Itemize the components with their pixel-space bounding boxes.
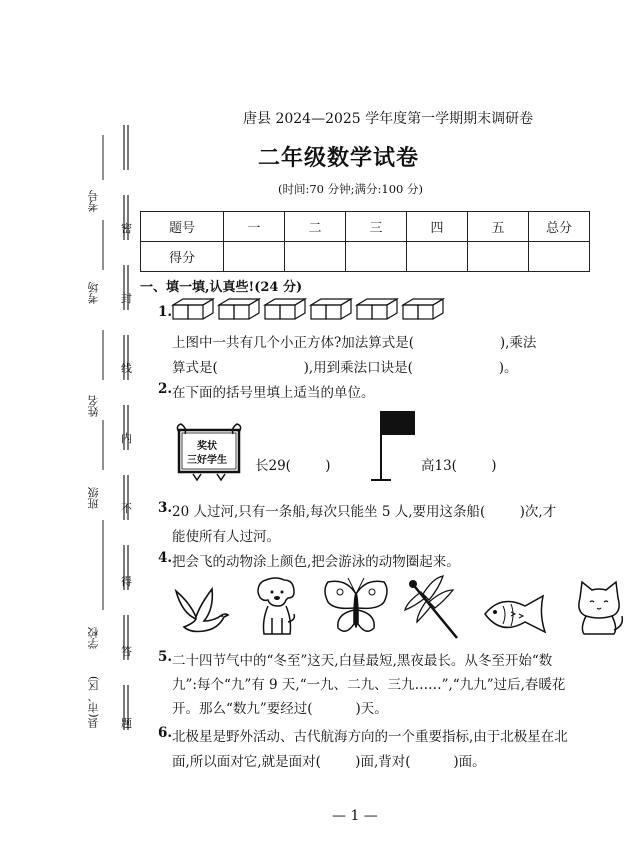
q6-number: 6. — [158, 725, 173, 741]
field-class: 班级 — [87, 487, 100, 509]
q5-number: 5. — [158, 649, 173, 665]
q1-line1: 上图中一共有几个小正方体?加法算式是( ),乘法 — [172, 335, 537, 351]
q4-number: 4. — [158, 550, 173, 566]
q1-number: 1. — [158, 304, 173, 320]
q3-line1: 20 人过河,只有一条船,每次只能坐 5 人,要用这条船( )次,才 — [172, 504, 557, 520]
q3-number: 3. — [158, 500, 173, 516]
flag-figure — [367, 407, 427, 485]
seal-char: 答 — [121, 645, 132, 658]
field-exam-room: 考场 — [87, 282, 100, 304]
certificate-figure — [173, 422, 245, 482]
cat-icon[interactable] — [572, 580, 625, 636]
score-cell[interactable] — [407, 242, 468, 272]
score-header: 一 — [224, 212, 285, 242]
seal-char: 密 — [121, 222, 132, 235]
score-cell[interactable] — [468, 242, 529, 272]
q6-line2: 面,所以面对它,就是面对( )面,背对( )面。 — [172, 754, 486, 770]
score-table — [140, 211, 590, 272]
butterfly-icon[interactable] — [320, 576, 392, 642]
score-header: 三 — [346, 212, 407, 242]
score-header: 四 — [407, 212, 468, 242]
cube-groups-figure — [171, 297, 451, 323]
score-row-label: 得分 — [141, 242, 224, 272]
certificate-subtitle: 三好学生 — [187, 455, 227, 466]
q3-line2: 能使所有人过河。 — [172, 529, 280, 545]
seal-char: 题 — [121, 717, 132, 730]
seal-char: 封 — [121, 292, 132, 305]
paper-title: 二年级数学试卷 — [258, 145, 420, 171]
field-name: 姓名 — [87, 395, 100, 417]
exam-title: 唐县 2024—2025 学年度第一学期期末调研卷 — [243, 111, 534, 127]
q6-line1: 北极星是野外活动、古代航海方向的一个重要指标,由于北极星在北 — [172, 729, 568, 745]
q2-length: 长29( ) — [255, 458, 331, 474]
score-header: 五 — [468, 212, 529, 242]
q2-text: 在下面的括号里填上适当的单位。 — [172, 385, 375, 401]
q2-height: 高13( ) — [421, 458, 497, 474]
score-cell[interactable] — [529, 242, 590, 272]
q5-line1: 二十四节气中的“冬至”这天,白昼最短,黑夜最长。从冬至开始“数 — [172, 653, 553, 669]
q1-line2: 算式是( ),用到乘法口诀是( )。 — [172, 360, 518, 376]
score-cell[interactable] — [285, 242, 346, 272]
seal-char: 线 — [121, 362, 132, 375]
fish-icon[interactable] — [481, 592, 551, 640]
q4-text: 把会飞的动物涂上颜色,把会游泳的动物圈起来。 — [172, 554, 460, 570]
field-county: 县(市、区) — [87, 676, 100, 729]
certificate-title: 奖状 — [197, 441, 217, 452]
score-header: 二 — [285, 212, 346, 242]
time-info: (时间:70 分钟;满分:100 分) — [278, 182, 423, 196]
page-number: — 1 — — [332, 808, 378, 824]
dog-icon[interactable] — [250, 576, 300, 638]
q2-number: 2. — [158, 381, 173, 397]
seal-char: 得 — [121, 575, 132, 588]
seal-char: 不 — [121, 502, 132, 515]
field-school: 学校 — [87, 627, 100, 649]
section-heading: 一、填一填,认真些!(24 分) — [140, 280, 303, 295]
score-header: 总分 — [529, 212, 590, 242]
bird-icon[interactable] — [170, 583, 234, 643]
field-exam-number: 考号 — [87, 190, 100, 212]
dragonfly-icon[interactable] — [403, 576, 463, 642]
score-cell[interactable] — [224, 242, 285, 272]
score-cell[interactable] — [346, 242, 407, 272]
q5-line3: 开。那么“数九”要经过( )天。 — [172, 701, 388, 717]
q5-line2: 九”:每个“九”有 9 天,“一九、二九、三九……”,“九九”过后,春暖花 — [172, 677, 566, 693]
seal-char: 内 — [121, 432, 132, 445]
score-header: 题号 — [141, 212, 224, 242]
